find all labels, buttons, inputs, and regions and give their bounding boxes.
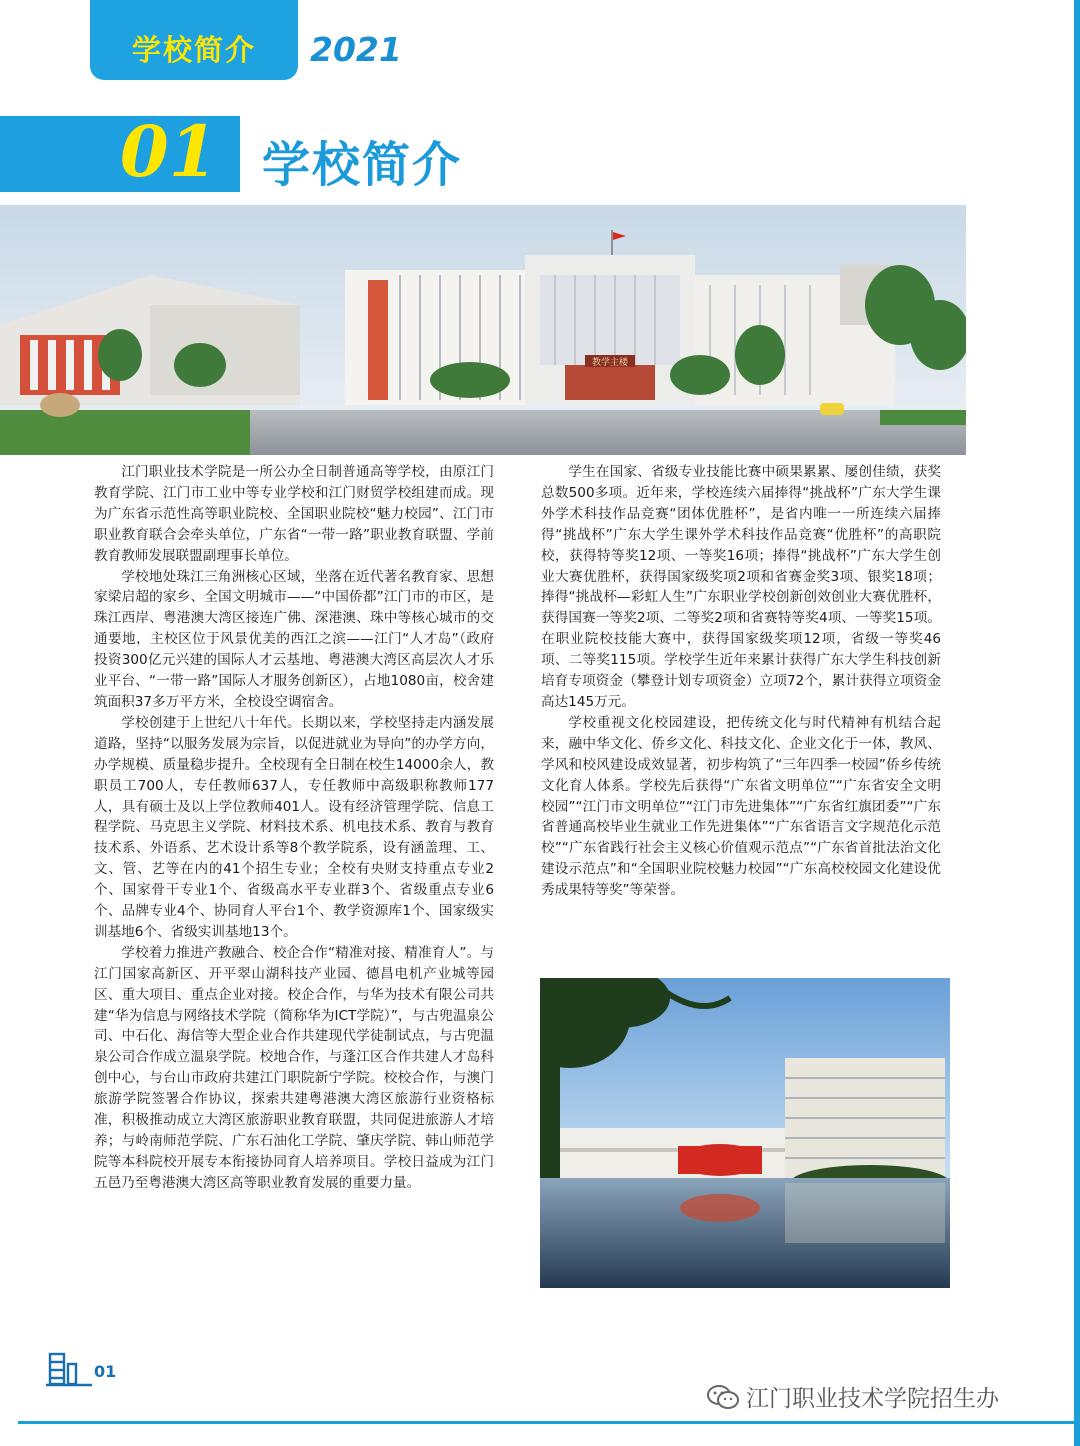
page-number: 01 xyxy=(94,1362,117,1381)
article-paragraph: 学校着力推进产教融合、校企合作“精准对接、精准育人”。与江门国家高新区、开平翠山湖科技产业园、德昌电机产业城等园区、重大项目、重点企业对接。校企合作，与华为技术有限公司共建“华为信息与网络技术学院（简称华为ICT学院）”，与古兜温泉公司、中石化、海信等大型企业合作共建现代学徒制试点，与古兜温泉公司合作成立温泉学院。校地合作，与蓬江区合作共建人才岛科创中心，与台山市政府共建江门职院新宁学院。校校合作，与澳门旅游学院签署合作协议，探索共建粤港澳大湾区旅游行业资格标准，积极推动成立大湾区旅游职业教育联盟，共同促进旅游人才培养；与岭南师范学院、广东石油化工学院、肇庆学院、韩山师范学院等本科院校开展专本衔接协同育人培养项目。学校日益成为江门五邑乃至粤港澳大湾区高等职业教育发展的重要力量。 xyxy=(94,944,494,1191)
article-paragraph: 学校重视文化校园建设，把传统文化与时代精神有机结合起来，融中华文化、侨乡文化、科技文化、企业文化于一体，教风、学风和校风建设成效显著，初步构筑了“三年四季一校园”侨乡传统文化育人体系。学校先后获得“广东省文明单位”“广东省安全文明校园”“江门市文明单位”“江门市先进集体”“广东省红旗团委”“广东省普通高校毕业生就业工作先进集体”“广东省语言文字规范化示范校”“广东省践行社会主义核心价值观示范点”“广东省首批法治文化建设示范点”和“全国职业院校魅力校园”“广东高校校园文化建设优秀成果特等奖”等荣誉。 xyxy=(541,714,941,899)
article-paragraph: 学生在国家、省级专业技能比赛中硕果累累、屡创佳绩，获奖总数500多项。近年来，学校连续六届捧得“挑战杯”广东大学生课外学术科技作品竞赛“团体优胜杯”，是省内唯一一所连续六届捧得“挑战杯”广东大学生课外学术科技作品竞赛“优胜杯”的高职院校，获得特等奖12项、一等奖16项；捧得“挑战杯”广东大学生创业大赛优胜杯，获得国家级奖项2项和省赛金奖3项、银奖18项；捧得“挑战杯—彩虹人生”广东职业学校创新创效创业大赛优胜杯，获得国赛一等奖2项、二等奖2项和省赛特等奖4项、一等奖15项。在职业院校技能大赛中，获得国家级奖项12项，省级一等奖46项、二等奖115项。学校学生近年来累计获得广东大学生科技创新培育专项资金（攀登计划专项资金）立项72个，累计获得立项资金高达145万元。 xyxy=(541,464,941,710)
page-frame-right xyxy=(1074,0,1080,1446)
wechat-watermark xyxy=(706,1380,999,1413)
article-column-left xyxy=(94,462,494,1194)
watermark-text: 江门职业技术学院招生办 xyxy=(746,1386,999,1412)
campus-lake-photo xyxy=(540,978,950,1288)
section-title: 学校简介 xyxy=(262,137,463,193)
section-number: 01 xyxy=(120,110,218,193)
article-paragraph: 学校创建于上世纪八十年代。长期以来，学校坚持走内涵发展道路，坚持“以服务发展为宗旨，以促进就业为导向”的办学方向，办学规模、质量稳步提升。全校现有全日制在校生14000余人，教职员工700人，专任教师637人，专任教师中高级职称教师177人，具有硕士及以上学位教师401人。设有经济管理学院、信息工程学院、马克思主义学院、材料技术系、机电技术系、教育与教育技术系、外语系、艺术设计系等8个教学院系，设有涵盖理、工、文、管、艺等在内的41个招生专业；全校有央财支持重点专业2个、国家骨干专业1个、省级高水平专业群3个、省级重点专业6个、品牌专业4个、协同育人平台1个、教学资源库1个、国家级实训基地6个、省级实训基地13个。 xyxy=(94,714,494,940)
campus-sign-text: 教学主楼 xyxy=(591,358,629,368)
header-year: 2021 xyxy=(310,30,402,69)
header-tab-label: 学校简介 xyxy=(131,33,256,67)
wechat-icon xyxy=(706,1384,740,1410)
campus-panorama-photo xyxy=(0,205,966,455)
article-column-right xyxy=(541,462,941,901)
article-paragraph: 学校地处珠江三角洲核心区域，坐落在近代著名教育家、思想家梁启超的家乡、全国文明城市——“中国侨都”江门市的市区，是珠江西岸、粤港澳大湾区接连广佛、深港澳、珠中等核心城市的交通要地，主校区位于风景优美的西江之滨——江门“人才岛”（政府投资300亿元兴建的国际人才云基地、粤港澳大湾区高层次人才乐业平台、“一带一路”国际人才服务创新区），占地1080亩，校舍建筑面积37多万平方米，全校设空调宿舍。 xyxy=(94,568,494,710)
page-frame-bottom xyxy=(18,1421,1080,1424)
header-tab xyxy=(90,0,298,80)
page-logo-icon xyxy=(46,1352,92,1392)
article-paragraph: 江门职业技术学院是一所公办全日制普通高等学校，由原江门教育学院、江门市工业中等专业学校和江门财贸学校组建而成。现为广东省示范性高等职业院校、全国职业院校“魅力校园”、江门市职业教育联合会牵头单位，广东省“一带一路”职业教育联盟、学前教育教师发展联盟副理事长单位。 xyxy=(94,464,494,564)
